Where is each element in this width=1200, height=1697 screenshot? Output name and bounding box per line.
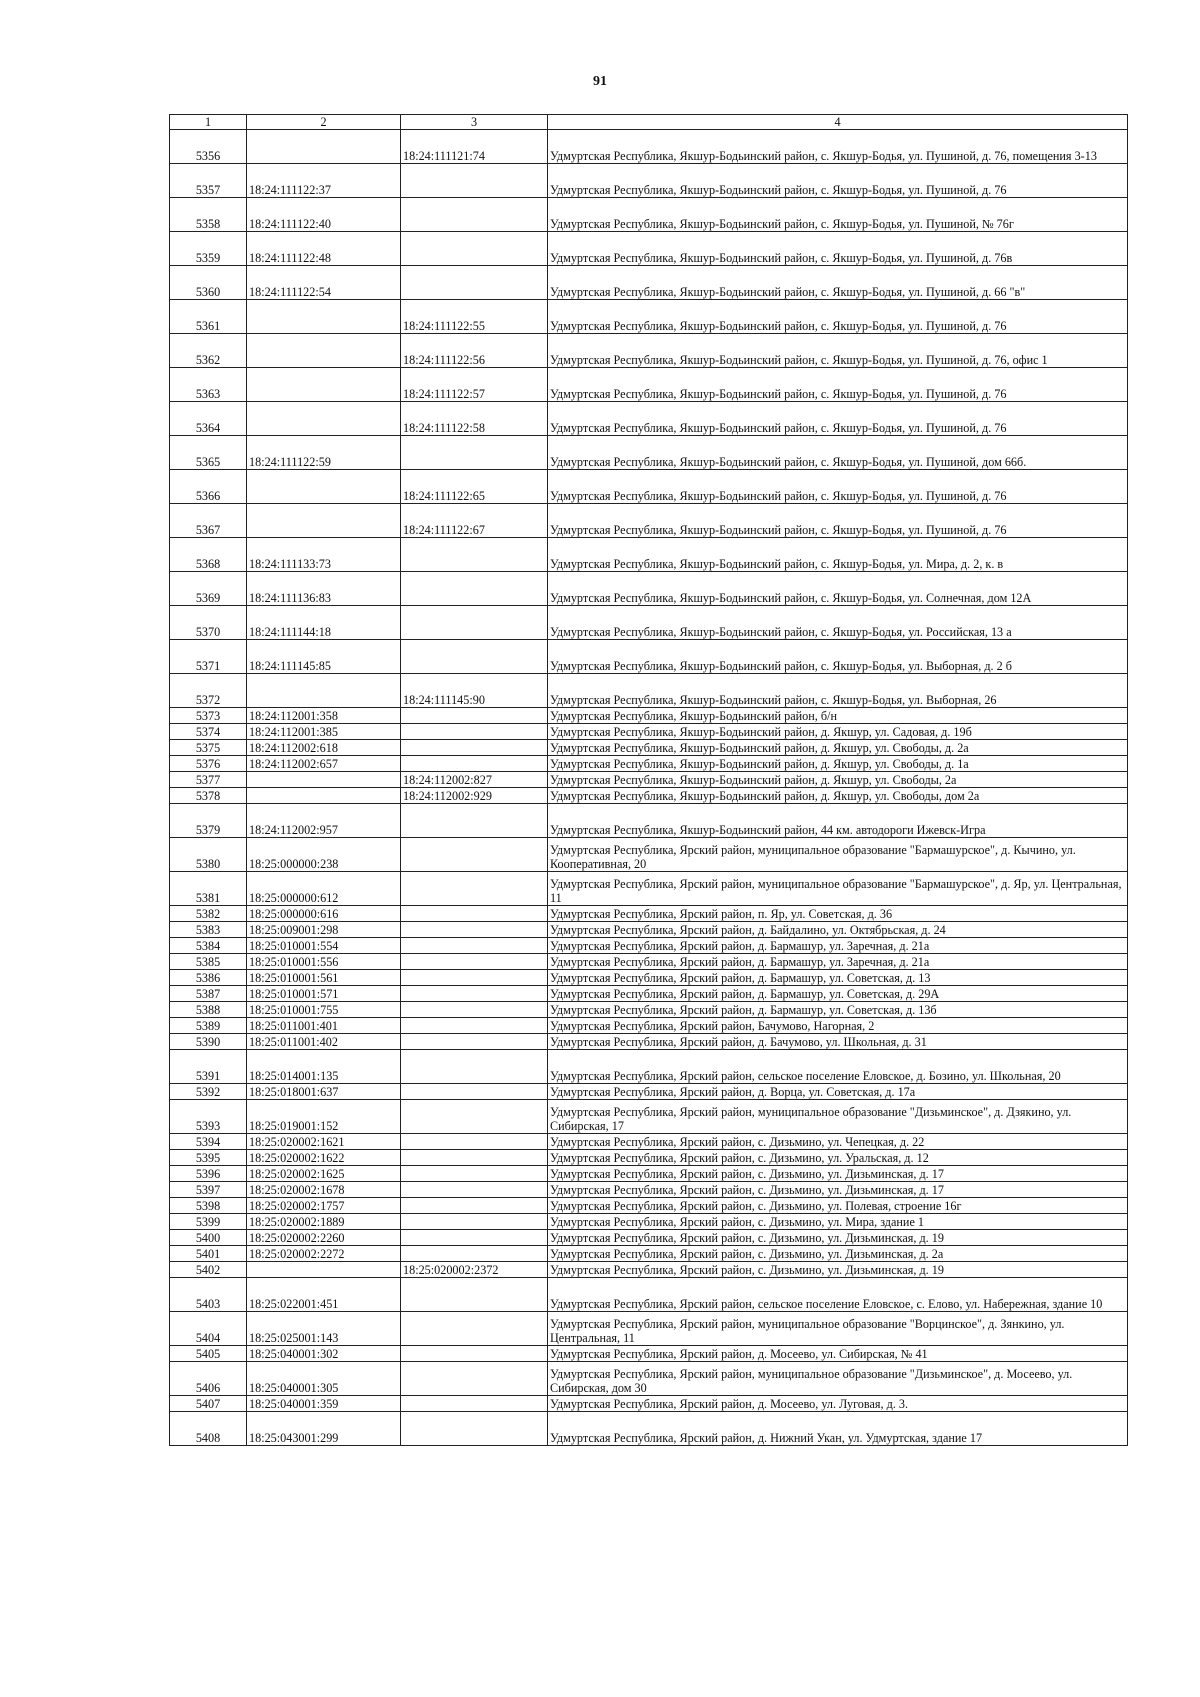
address-cell: Удмуртская Республика, Ярский район, д. Бармашур, ул. Заречная, д. 21а — [548, 938, 1128, 954]
table-row — [170, 788, 1128, 804]
row-number-cell: 5397 — [170, 1182, 247, 1198]
premises-cadastral-number-cell — [401, 436, 548, 470]
premises-cadastral-number-cell — [401, 970, 548, 986]
premises-cadastral-number-cell: 18:24:112002:827 — [401, 772, 548, 788]
address-cell: Удмуртская Республика, Ярский район, с. Дизьмино, ул. Дизьминская, д. 2а — [548, 1246, 1128, 1262]
premises-cadastral-number-cell — [401, 1198, 548, 1214]
premises-cadastral-number-cell — [401, 1362, 548, 1396]
row-number-cell: 5404 — [170, 1312, 247, 1346]
address-cell: Удмуртская Республика, Якшур-Бодьинский район, д. Якшур, ул. Свободы, 2а — [548, 772, 1128, 788]
premises-cadastral-number-cell — [401, 756, 548, 772]
cadastral-number-cell — [247, 772, 401, 788]
premises-cadastral-number-cell — [401, 804, 548, 838]
row-number-cell: 5386 — [170, 970, 247, 986]
premises-cadastral-number-cell — [401, 1134, 548, 1150]
table-header-row — [170, 115, 1128, 130]
cadastral-number-cell: 18:25:010001:556 — [247, 954, 401, 970]
row-number-cell: 5377 — [170, 772, 247, 788]
table-row — [170, 772, 1128, 788]
premises-cadastral-number-cell — [401, 1312, 548, 1346]
row-number-cell: 5359 — [170, 232, 247, 266]
premises-cadastral-number-cell — [401, 906, 548, 922]
premises-cadastral-number-cell — [401, 198, 548, 232]
table-row — [170, 838, 1128, 872]
row-number-cell: 5364 — [170, 402, 247, 436]
premises-cadastral-number-cell — [401, 724, 548, 740]
cadastral-number-cell: 18:24:111122:37 — [247, 164, 401, 198]
cadastral-number-cell: 18:25:010001:561 — [247, 970, 401, 986]
table-row — [170, 1230, 1128, 1246]
premises-cadastral-number-cell — [401, 708, 548, 724]
cadastral-number-cell: 18:25:018001:637 — [247, 1084, 401, 1100]
row-number-cell: 5384 — [170, 938, 247, 954]
premises-cadastral-number-cell — [401, 838, 548, 872]
table-row — [170, 1412, 1128, 1446]
cadastral-number-cell: 18:25:010001:554 — [247, 938, 401, 954]
row-number-cell: 5390 — [170, 1034, 247, 1050]
row-number-cell: 5370 — [170, 606, 247, 640]
address-cell: Удмуртская Республика, Ярский район, сельское поселение Еловское, д. Бозино, ул. Школьная, 20 — [548, 1050, 1128, 1084]
cadastral-number-cell: 18:25:014001:135 — [247, 1050, 401, 1084]
premises-cadastral-number-cell — [401, 1246, 548, 1262]
premises-cadastral-number-cell — [401, 232, 548, 266]
address-cell: Удмуртская Республика, Ярский район, муниципальное образование "Дизьминское", д. Дзякино, ул. Сибирская, 17 — [548, 1100, 1128, 1134]
address-cell: Удмуртская Республика, Якшур-Бодьинский район, с. Якшур-Бодья, ул. Российская, 13 а — [548, 606, 1128, 640]
cadastral-number-cell — [247, 470, 401, 504]
table-row — [170, 1214, 1128, 1230]
table-row — [170, 1084, 1128, 1100]
premises-cadastral-number-cell: 18:24:111121:74 — [401, 130, 548, 164]
table-row — [170, 1034, 1128, 1050]
cadastral-number-cell — [247, 674, 401, 708]
cadastral-number-cell: 18:24:111122:48 — [247, 232, 401, 266]
premises-cadastral-number-cell: 18:24:112002:929 — [401, 788, 548, 804]
premises-cadastral-number-cell: 18:24:111145:90 — [401, 674, 548, 708]
address-cell: Удмуртская Республика, Якшур-Бодьинский район, с. Якшур-Бодья, ул. Пушиной, д. 76, офис 1 — [548, 334, 1128, 368]
row-number-cell: 5379 — [170, 804, 247, 838]
table-row — [170, 938, 1128, 954]
address-cell: Удмуртская Республика, Ярский район, сельское поселение Еловское, с. Елово, ул. Набережная, здание 10 — [548, 1278, 1128, 1312]
address-cell: Удмуртская Республика, Якшур-Бодьинский район, б/н — [548, 708, 1128, 724]
row-number-cell: 5406 — [170, 1362, 247, 1396]
address-cell: Удмуртская Республика, Ярский район, с. Дизьмино, ул. Дизьминская, д. 17 — [548, 1182, 1128, 1198]
table-row — [170, 1312, 1128, 1346]
premises-cadastral-number-cell: 18:24:111122:58 — [401, 402, 548, 436]
premises-cadastral-number-cell — [401, 740, 548, 756]
row-number-cell: 5385 — [170, 954, 247, 970]
row-number-cell: 5387 — [170, 986, 247, 1002]
row-number-cell: 5403 — [170, 1278, 247, 1312]
table-row — [170, 922, 1128, 938]
cadastral-number-cell: 18:24:111133:73 — [247, 538, 401, 572]
address-cell: Удмуртская Республика, Якшур-Бодьинский район, с. Якшур-Бодья, ул. Пушиной, д. 76 — [548, 402, 1128, 436]
column-header-3: 3 — [401, 115, 548, 130]
address-cell: Удмуртская Республика, Якшур-Бодьинский район, с. Якшур-Бодья, ул. Пушиной, д. 66 "в" — [548, 266, 1128, 300]
cadastral-number-cell — [247, 300, 401, 334]
row-number-cell: 5361 — [170, 300, 247, 334]
row-number-cell: 5367 — [170, 504, 247, 538]
cadastral-number-cell: 18:24:111136:83 — [247, 572, 401, 606]
row-number-cell: 5402 — [170, 1262, 247, 1278]
table-row — [170, 1050, 1128, 1084]
table-row — [170, 1100, 1128, 1134]
row-number-cell: 5380 — [170, 838, 247, 872]
cadastral-number-cell: 18:25:040001:359 — [247, 1396, 401, 1412]
premises-cadastral-number-cell — [401, 164, 548, 198]
table-row — [170, 1182, 1128, 1198]
address-cell: Удмуртская Республика, Ярский район, с. Дизьмино, ул. Чепецкая, д. 22 — [548, 1134, 1128, 1150]
premises-cadastral-number-cell: 18:25:020002:2372 — [401, 1262, 548, 1278]
cadastral-number-cell: 18:25:000000:616 — [247, 906, 401, 922]
row-number-cell: 5395 — [170, 1150, 247, 1166]
address-cell: Удмуртская Республика, Якшур-Бодьинский район, с. Якшур-Бодья, ул. Пушиной, дом 66б. — [548, 436, 1128, 470]
table-row — [170, 1134, 1128, 1150]
column-header-4: 4 — [548, 115, 1128, 130]
cadastral-number-cell: 18:24:111122:59 — [247, 436, 401, 470]
cadastral-number-cell: 18:25:020002:1622 — [247, 1150, 401, 1166]
row-number-cell: 5374 — [170, 724, 247, 740]
premises-cadastral-number-cell — [401, 1396, 548, 1412]
row-number-cell: 5393 — [170, 1100, 247, 1134]
table-row — [170, 266, 1128, 300]
address-cell: Удмуртская Республика, Ярский район, д. Мосеево, ул. Сибирская, № 41 — [548, 1346, 1128, 1362]
cadastral-number-cell: 18:25:020002:2260 — [247, 1230, 401, 1246]
table-row — [170, 164, 1128, 198]
column-header-1: 1 — [170, 115, 247, 130]
table-row — [170, 1246, 1128, 1262]
cadastral-number-cell: 18:25:009001:298 — [247, 922, 401, 938]
address-cell: Удмуртская Республика, Якшур-Бодьинский район, д. Якшур, ул. Свободы, дом 2а — [548, 788, 1128, 804]
row-number-cell: 5369 — [170, 572, 247, 606]
address-cell: Удмуртская Республика, Ярский район, п. Яр, ул. Советская, д. 36 — [548, 906, 1128, 922]
table-body — [170, 130, 1128, 1446]
cadastral-number-cell: 18:24:112002:657 — [247, 756, 401, 772]
cadastral-number-cell: 18:24:112001:358 — [247, 708, 401, 724]
table-row — [170, 334, 1128, 368]
cadastral-number-cell: 18:24:112001:385 — [247, 724, 401, 740]
table-row — [170, 1166, 1128, 1182]
table-row — [170, 1262, 1128, 1278]
row-number-cell: 5372 — [170, 674, 247, 708]
cadastral-number-cell: 18:25:043001:299 — [247, 1412, 401, 1446]
table-row — [170, 1002, 1128, 1018]
address-cell: Удмуртская Республика, Ярский район, муниципальное образование "Бармашурское", д. Яр, ул. Центральная, 11 — [548, 872, 1128, 906]
table-row — [170, 538, 1128, 572]
address-cell: Удмуртская Республика, Ярский район, муниципальное образование "Бармашурское", д. Кычино, ул. Кооперативная, 20 — [548, 838, 1128, 872]
table-row — [170, 970, 1128, 986]
cadastral-number-cell: 18:25:000000:612 — [247, 872, 401, 906]
row-number-cell: 5408 — [170, 1412, 247, 1446]
row-number-cell: 5358 — [170, 198, 247, 232]
cadastral-number-cell: 18:25:020002:1621 — [247, 1134, 401, 1150]
address-cell: Удмуртская Республика, Якшур-Бодьинский район, д. Якшур, ул. Свободы, д. 2а — [548, 740, 1128, 756]
premises-cadastral-number-cell — [401, 1182, 548, 1198]
premises-cadastral-number-cell: 18:24:111122:67 — [401, 504, 548, 538]
address-cell: Удмуртская Республика, Якшур-Бодьинский район, с. Якшур-Бодья, ул. Пушиной, д. 76 — [548, 504, 1128, 538]
address-cell: Удмуртская Республика, Якшур-Бодьинский район, с. Якшур-Бодья, ул. Пушиной, д. 76, помещения 3-13 — [548, 130, 1128, 164]
premises-cadastral-number-cell — [401, 1166, 548, 1182]
row-number-cell: 5381 — [170, 872, 247, 906]
premises-cadastral-number-cell: 18:24:111122:56 — [401, 334, 548, 368]
row-number-cell: 5366 — [170, 470, 247, 504]
cadastral-number-cell: 18:25:020002:1889 — [247, 1214, 401, 1230]
premises-cadastral-number-cell — [401, 572, 548, 606]
table-row — [170, 674, 1128, 708]
table-row — [170, 470, 1128, 504]
row-number-cell: 5360 — [170, 266, 247, 300]
cadastral-number-cell — [247, 788, 401, 804]
row-number-cell: 5356 — [170, 130, 247, 164]
address-cell: Удмуртская Республика, Якшур-Бодьинский район, с. Якшур-Бодья, ул. Выборная, 26 — [548, 674, 1128, 708]
table-row — [170, 872, 1128, 906]
row-number-cell: 5391 — [170, 1050, 247, 1084]
address-cell: Удмуртская Республика, Ярский район, с. Дизьмино, ул. Дизьминская, д. 19 — [548, 1262, 1128, 1278]
row-number-cell: 5388 — [170, 1002, 247, 1018]
address-cell: Удмуртская Республика, Якшур-Бодьинский район, с. Якшур-Бодья, ул. Пушиной, д. 76в — [548, 232, 1128, 266]
address-cell: Удмуртская Республика, Ярский район, муниципальное образование "Ворцинское", д. Зянкино, ул. Центральная, 11 — [548, 1312, 1128, 1346]
row-number-cell: 5363 — [170, 368, 247, 402]
address-cell: Удмуртская Республика, Ярский район, д. Бармашур, ул. Советская, д. 13 — [548, 970, 1128, 986]
address-cell: Удмуртская Республика, Якшур-Бодьинский район, с. Якшур-Бодья, ул. Пушиной, д. 76 — [548, 470, 1128, 504]
page-number: 91 — [593, 74, 607, 89]
cadastral-number-cell: 18:25:020002:1757 — [247, 1198, 401, 1214]
row-number-cell: 5368 — [170, 538, 247, 572]
address-cell: Удмуртская Республика, Ярский район, д. Бачумово, ул. Школьная, д. 31 — [548, 1034, 1128, 1050]
table-row — [170, 436, 1128, 470]
cadastral-number-cell: 18:25:022001:451 — [247, 1278, 401, 1312]
table-row — [170, 740, 1128, 756]
table-row — [170, 954, 1128, 970]
address-cell: Удмуртская Республика, Якшур-Бодьинский район, с. Якшур-Бодья, ул. Выборная, д. 2 б — [548, 640, 1128, 674]
address-cell: Удмуртская Республика, Якшур-Бодьинский район, с. Якшур-Бодья, ул. Пушиной, д. 76 — [548, 300, 1128, 334]
cadastral-number-cell: 18:25:011001:402 — [247, 1034, 401, 1050]
table-row — [170, 1018, 1128, 1034]
cadastral-number-cell: 18:25:000000:238 — [247, 838, 401, 872]
premises-cadastral-number-cell — [401, 938, 548, 954]
table-row — [170, 130, 1128, 164]
row-number-cell: 5357 — [170, 164, 247, 198]
table-row — [170, 1150, 1128, 1166]
premises-cadastral-number-cell — [401, 1278, 548, 1312]
row-number-cell: 5398 — [170, 1198, 247, 1214]
address-cell: Удмуртская Республика, Якшур-Бодьинский район, 44 км. автодороги Ижевск-Игра — [548, 804, 1128, 838]
row-number-cell: 5401 — [170, 1246, 247, 1262]
row-number-cell: 5405 — [170, 1346, 247, 1362]
premises-cadastral-number-cell — [401, 1412, 548, 1446]
premises-cadastral-number-cell — [401, 538, 548, 572]
premises-cadastral-number-cell — [401, 1346, 548, 1362]
table-row — [170, 232, 1128, 266]
cadastral-number-cell: 18:25:025001:143 — [247, 1312, 401, 1346]
cadastral-number-cell — [247, 130, 401, 164]
address-cell: Удмуртская Республика, Ярский район, с. Дизьмино, ул. Дизьминская, д. 19 — [548, 1230, 1128, 1246]
cadastral-number-cell — [247, 402, 401, 436]
row-number-cell: 5378 — [170, 788, 247, 804]
cadastral-number-cell — [247, 1262, 401, 1278]
cadastral-number-cell: 18:25:019001:152 — [247, 1100, 401, 1134]
row-number-cell: 5383 — [170, 922, 247, 938]
row-number-cell: 5394 — [170, 1134, 247, 1150]
premises-cadastral-number-cell — [401, 1100, 548, 1134]
premises-cadastral-number-cell — [401, 1034, 548, 1050]
address-cell: Удмуртская Республика, Ярский район, с. Дизьмино, ул. Уральская, д. 12 — [548, 1150, 1128, 1166]
table-row — [170, 198, 1128, 232]
row-number-cell: 5371 — [170, 640, 247, 674]
row-number-cell: 5399 — [170, 1214, 247, 1230]
row-number-cell: 5382 — [170, 906, 247, 922]
row-number-cell: 5389 — [170, 1018, 247, 1034]
premises-cadastral-number-cell — [401, 1002, 548, 1018]
cadastral-number-cell: 18:24:111122:40 — [247, 198, 401, 232]
registry-table — [169, 114, 1128, 1446]
premises-cadastral-number-cell — [401, 922, 548, 938]
table-row — [170, 368, 1128, 402]
cadastral-number-cell: 18:25:020002:1678 — [247, 1182, 401, 1198]
address-cell: Удмуртская Республика, Ярский район, д. Бармашур, ул. Советская, д. 13б — [548, 1002, 1128, 1018]
address-cell: Удмуртская Республика, Ярский район, д. Нижний Укан, ул. Удмуртская, здание 17 — [548, 1412, 1128, 1446]
address-cell: Удмуртская Республика, Ярский район, д. Ворца, ул. Советская, д. 17а — [548, 1084, 1128, 1100]
premises-cadastral-number-cell — [401, 1018, 548, 1034]
premises-cadastral-number-cell: 18:24:111122:65 — [401, 470, 548, 504]
address-cell: Удмуртская Республика, Ярский район, с. Дизьмино, ул. Мира, здание 1 — [548, 1214, 1128, 1230]
cadastral-number-cell: 18:25:040001:305 — [247, 1362, 401, 1396]
premises-cadastral-number-cell — [401, 606, 548, 640]
table-row — [170, 708, 1128, 724]
address-cell: Удмуртская Республика, Ярский район, д. Байдалино, ул. Октябрьская, д. 24 — [548, 922, 1128, 938]
table-row — [170, 986, 1128, 1002]
column-header-2: 2 — [247, 115, 401, 130]
table-row — [170, 572, 1128, 606]
table-row — [170, 724, 1128, 740]
table-row — [170, 1362, 1128, 1396]
address-cell: Удмуртская Республика, Якшур-Бодьинский район, с. Якшур-Бодья, ул. Пушиной, д. 76 — [548, 368, 1128, 402]
cadastral-number-cell: 18:24:112002:618 — [247, 740, 401, 756]
address-cell: Удмуртская Республика, Якшур-Бодьинский район, с. Якшур-Бодья, ул. Солнечная, дом 12А — [548, 572, 1128, 606]
table-row — [170, 504, 1128, 538]
cadastral-number-cell: 18:25:010001:755 — [247, 1002, 401, 1018]
table-row — [170, 1346, 1128, 1362]
row-number-cell: 5373 — [170, 708, 247, 724]
table-row — [170, 640, 1128, 674]
address-cell: Удмуртская Республика, Якшур-Бодьинский район, д. Якшур, ул. Свободы, д. 1а — [548, 756, 1128, 772]
premises-cadastral-number-cell — [401, 1150, 548, 1166]
premises-cadastral-number-cell — [401, 1230, 548, 1246]
table-row — [170, 1278, 1128, 1312]
row-number-cell: 5362 — [170, 334, 247, 368]
table-row — [170, 606, 1128, 640]
premises-cadastral-number-cell — [401, 986, 548, 1002]
cadastral-number-cell — [247, 334, 401, 368]
address-cell: Удмуртская Республика, Якшур-Бодьинский район, с. Якшур-Бодья, ул. Пушиной, д. 76 — [548, 164, 1128, 198]
cadastral-number-cell — [247, 368, 401, 402]
cadastral-number-cell: 18:24:112002:957 — [247, 804, 401, 838]
address-cell: Удмуртская Республика, Ярский район, муниципальное образование "Дизьминское", д. Мосеево, ул. Сибирская, дом 30 — [548, 1362, 1128, 1396]
premises-cadastral-number-cell — [401, 1214, 548, 1230]
table-row — [170, 906, 1128, 922]
address-cell: Удмуртская Республика, Ярский район, д. Мосеево, ул. Луговая, д. 3. — [548, 1396, 1128, 1412]
cadastral-number-cell: 18:24:111122:54 — [247, 266, 401, 300]
address-cell: Удмуртская Республика, Якшур-Бодьинский район, с. Якшур-Бодья, ул. Пушиной, № 76г — [548, 198, 1128, 232]
row-number-cell: 5392 — [170, 1084, 247, 1100]
premises-cadastral-number-cell: 18:24:111122:55 — [401, 300, 548, 334]
cadastral-number-cell: 18:24:111145:85 — [247, 640, 401, 674]
row-number-cell: 5396 — [170, 1166, 247, 1182]
row-number-cell: 5375 — [170, 740, 247, 756]
premises-cadastral-number-cell — [401, 872, 548, 906]
row-number-cell: 5400 — [170, 1230, 247, 1246]
premises-cadastral-number-cell — [401, 1084, 548, 1100]
row-number-cell: 5376 — [170, 756, 247, 772]
address-cell: Удмуртская Республика, Ярский район, Бачумово, Нагорная, 2 — [548, 1018, 1128, 1034]
premises-cadastral-number-cell — [401, 1050, 548, 1084]
cadastral-number-cell: 18:25:010001:571 — [247, 986, 401, 1002]
address-cell: Удмуртская Республика, Якшур-Бодьинский район, с. Якшур-Бодья, ул. Мира, д. 2, к. в — [548, 538, 1128, 572]
cadastral-number-cell: 18:25:020002:1625 — [247, 1166, 401, 1182]
row-number-cell: 5365 — [170, 436, 247, 470]
address-cell: Удмуртская Республика, Ярский район, д. Бармашур, ул. Заречная, д. 21а — [548, 954, 1128, 970]
premises-cadastral-number-cell — [401, 954, 548, 970]
table-row — [170, 804, 1128, 838]
cadastral-number-cell — [247, 504, 401, 538]
address-cell: Удмуртская Республика, Ярский район, с. Дизьмино, ул. Дизьминская, д. 17 — [548, 1166, 1128, 1182]
table-row — [170, 300, 1128, 334]
table-row — [170, 402, 1128, 436]
premises-cadastral-number-cell — [401, 266, 548, 300]
cadastral-number-cell: 18:24:111144:18 — [247, 606, 401, 640]
address-cell: Удмуртская Республика, Якшур-Бодьинский район, д. Якшур, ул. Садовая, д. 19б — [548, 724, 1128, 740]
row-number-cell: 5407 — [170, 1396, 247, 1412]
premises-cadastral-number-cell: 18:24:111122:57 — [401, 368, 548, 402]
cadastral-number-cell: 18:25:011001:401 — [247, 1018, 401, 1034]
table-row — [170, 1198, 1128, 1214]
cadastral-number-cell: 18:25:040001:302 — [247, 1346, 401, 1362]
table-row — [170, 1396, 1128, 1412]
premises-cadastral-number-cell — [401, 640, 548, 674]
table-row — [170, 756, 1128, 772]
cadastral-number-cell: 18:25:020002:2272 — [247, 1246, 401, 1262]
address-cell: Удмуртская Республика, Ярский район, д. Бармашур, ул. Советская, д. 29А — [548, 986, 1128, 1002]
address-cell: Удмуртская Республика, Ярский район, с. Дизьмино, ул. Полевая, строение 16г — [548, 1198, 1128, 1214]
